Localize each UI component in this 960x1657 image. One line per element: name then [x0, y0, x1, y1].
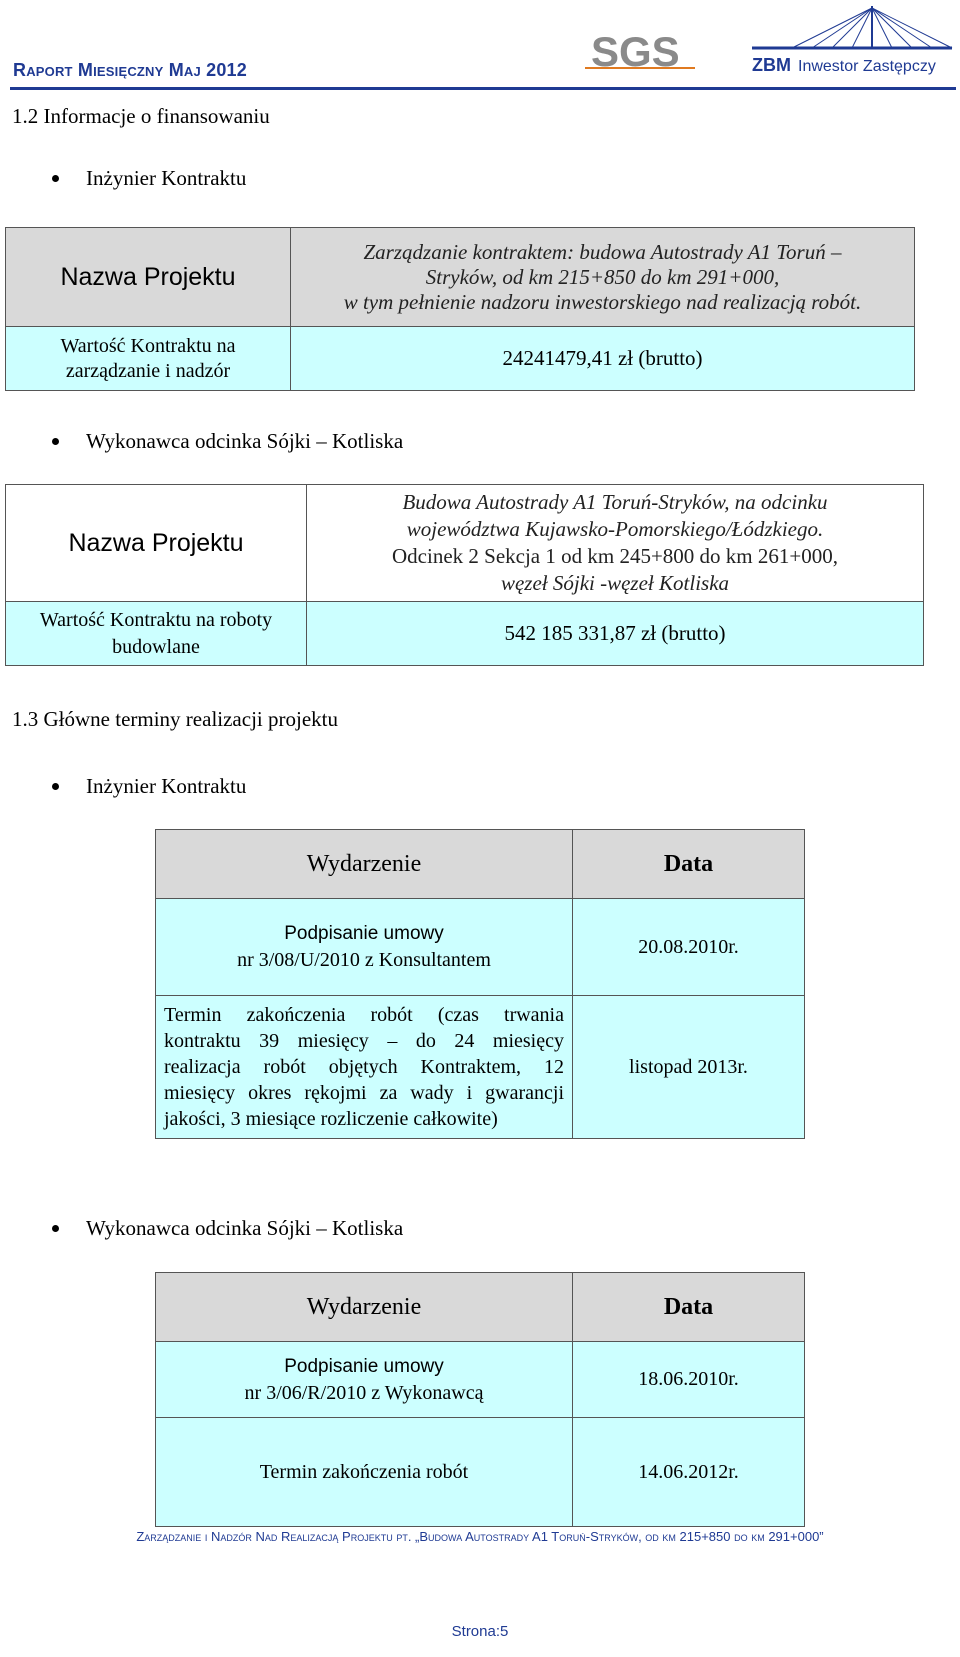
section-1-2-title: 1.2 Informacje o finansowaniu: [12, 104, 270, 128]
bullet-label: Wykonawca odcinka Sójki – Kotliska: [86, 429, 404, 453]
column-header-date: Data: [573, 830, 805, 899]
column-header-date: Data: [573, 1273, 805, 1342]
table-row: [6, 228, 915, 327]
project-name-line: w tym pełnienie nadzoru inwestorskiego nad realizacją robót.: [343, 289, 862, 314]
finance-table-wykonawca: [5, 484, 924, 666]
zbm-logo-subtitle: Inwestor Zastępczy: [798, 58, 936, 75]
contract-value-label-line: budowlane: [112, 635, 200, 658]
bullet-wykonawca-2: [52, 1216, 403, 1241]
bullet-dot-icon: [52, 1225, 59, 1232]
bullet-label: Wykonawca odcinka Sójki – Kotliska: [86, 1216, 404, 1240]
project-name-line: województwa Kujawsko-Pomorskiego/Łódzkiego.: [406, 517, 824, 541]
bullet-dot-icon: [52, 783, 59, 790]
bullet-inzynier-1: [52, 166, 246, 191]
table-row: [6, 602, 924, 666]
contract-value-label-line: zarządzanie i nadzór: [65, 359, 231, 382]
contract-value-label-line: Wartość Kontraktu na: [60, 334, 236, 357]
page-number: Strona:5: [451, 1623, 509, 1640]
event-line: nr 3/08/U/2010 z Konsultantem: [237, 949, 491, 971]
project-name-value: [291, 228, 915, 327]
event-line: nr 3/06/R/2010 z Wykonawcą: [244, 1381, 484, 1404]
finance-table-inzynier: [5, 227, 915, 391]
date-cell: 14.06.2012r.: [573, 1418, 805, 1527]
header-rule: [10, 87, 956, 90]
bullet-label: Inżynier Kontraktu: [86, 774, 247, 798]
event-line: Podpisanie umowy: [284, 1355, 444, 1377]
bullet-wykonawca-1: [52, 429, 403, 454]
project-name-value: [307, 485, 924, 602]
date-cell: listopad 2013r.: [573, 996, 805, 1139]
event-line: Podpisanie umowy: [284, 923, 444, 944]
date-cell: 20.08.2010r.: [573, 899, 805, 996]
table-header-row: [156, 830, 805, 899]
project-name-line: Stryków, od km 215+850 do km 291+000,: [425, 264, 780, 289]
event-cell: [156, 899, 573, 996]
table-row: [6, 327, 915, 391]
column-header-event: Wydarzenie: [156, 1273, 573, 1342]
contract-value-label: [6, 602, 307, 666]
bullet-label: Inżynier Kontraktu: [86, 166, 247, 190]
section-1-3-title: 1.3 Główne terminy realizacji projektu: [12, 707, 338, 731]
bullet-inzynier-2: [52, 774, 246, 799]
bullet-dot-icon: [52, 438, 59, 445]
contract-value: 542 185 331,87 zł (brutto): [307, 602, 924, 666]
sgs-logo: [585, 24, 695, 80]
project-name-line: Zarządzanie kontraktem: budowa Autostrady A1 Toruń –: [363, 239, 842, 264]
zbm-logo-text: ZBM: [752, 55, 791, 75]
table-row: [6, 485, 924, 602]
table-row: [156, 1418, 805, 1527]
contract-value-label: [6, 327, 291, 391]
sgs-logo-text: SGS: [591, 28, 680, 75]
column-header-event: Wydarzenie: [156, 830, 573, 899]
table-row: [156, 1342, 805, 1418]
schedule-table-inzynier: [155, 829, 805, 1139]
bullet-dot-icon: [52, 175, 59, 182]
project-name-line: Budowa Autostrady A1 Toruń-Stryków, na odcinku: [402, 490, 828, 514]
project-name-label: Nazwa Projektu: [6, 485, 307, 602]
table-header-row: [156, 1273, 805, 1342]
schedule-table-wykonawca: [155, 1272, 805, 1527]
project-name-label: Nazwa Projektu: [6, 228, 291, 327]
project-name-line: Odcinek 2 Sekcja 1 od km 245+800 do km 261+000,: [392, 544, 838, 568]
contract-value: 24241479,41 zł (brutto): [291, 327, 915, 391]
table-row: [156, 899, 805, 996]
table-row: [156, 996, 805, 1139]
report-title: Raport Miesięczny Maj 2012: [13, 60, 247, 80]
event-cell: Termin zakończenia robót: [156, 1418, 573, 1527]
event-cell: [156, 1342, 573, 1418]
footer-text: Zarządzanie i Nadzór Nad Realizacją Projektu pt. „Budowa Autostrady A1 Toruń-Stryków, od km 215+850 do km 291+000”: [136, 1529, 824, 1544]
event-cell: Termin zakończenia robót (czas trwania kontraktu 39 miesięcy – do 24 miesięcy realizacja robót objętych Kontraktem, 12 miesięcy okres rękojmi za wady i gwarancji jakości, 3 miesiące rozliczenie całkowite): [156, 996, 573, 1139]
zbm-logo: [752, 2, 960, 82]
date-cell: 18.06.2010r.: [573, 1342, 805, 1418]
contract-value-label-line: Wartość Kontraktu na roboty: [39, 608, 273, 631]
project-name-line: węzeł Sójki -węzeł Kotliska: [500, 571, 730, 595]
